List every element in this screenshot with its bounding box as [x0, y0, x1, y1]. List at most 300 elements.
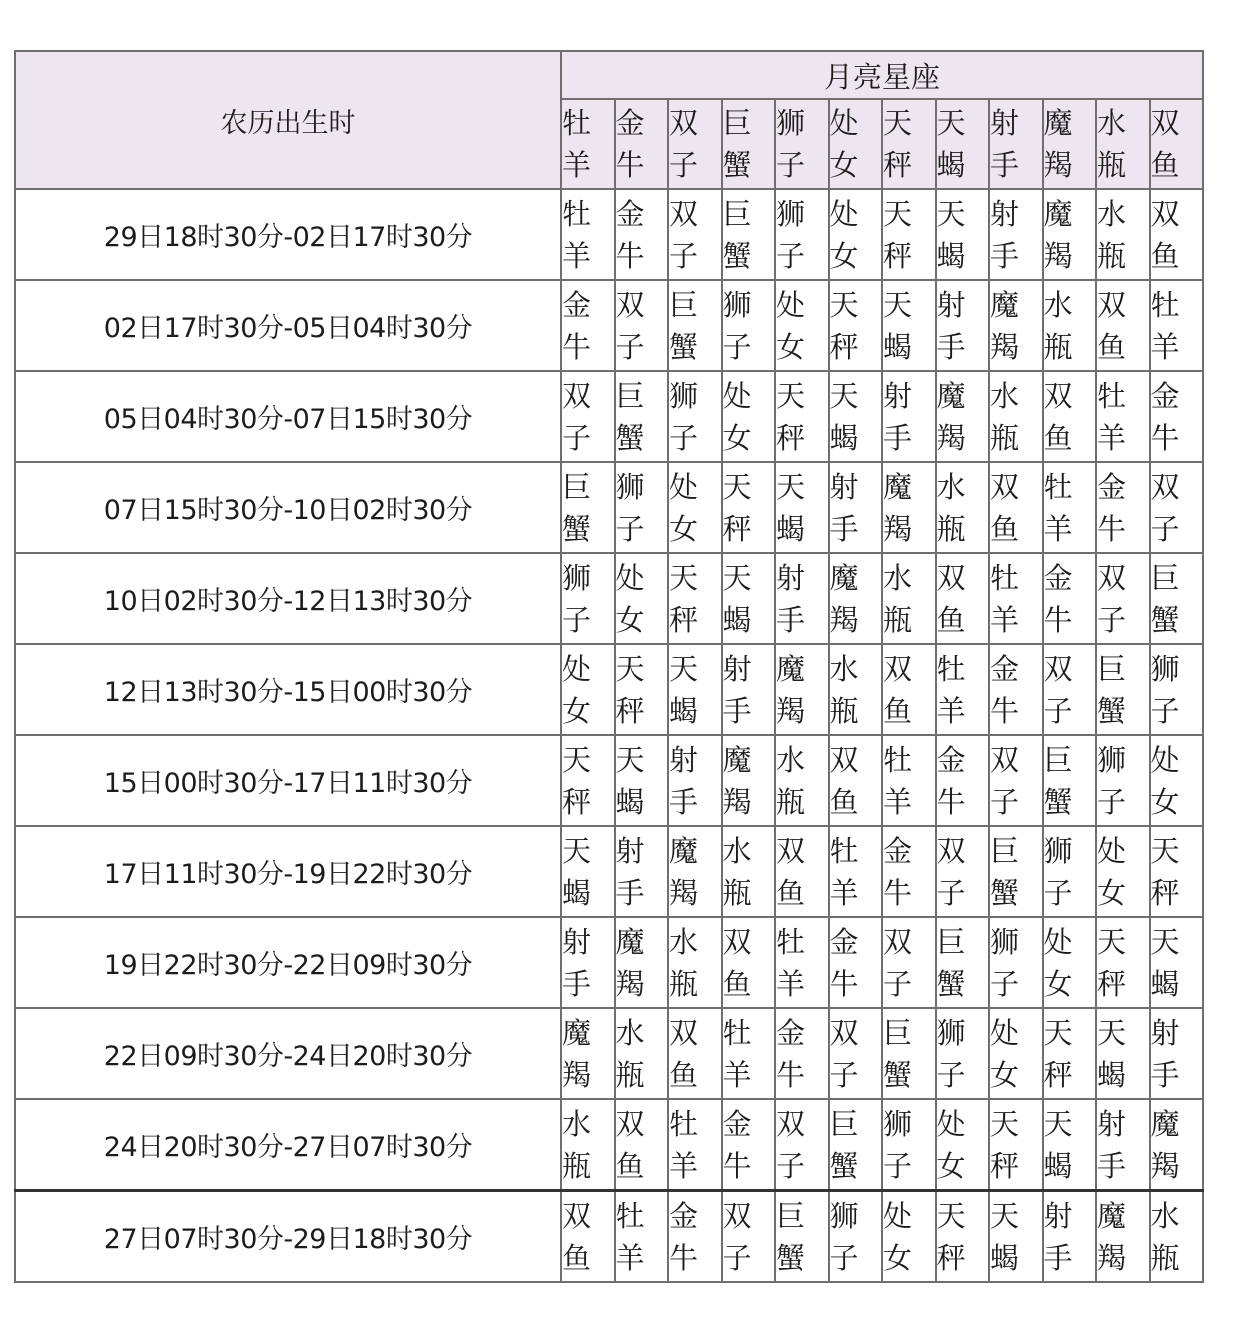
table-row: [15, 826, 1203, 917]
moon-sign-cell: [615, 189, 669, 280]
moon-sign-char: 魔: [722, 742, 752, 777]
moon-sign-char: 羊: [1097, 420, 1127, 455]
moon-sign-char: 牡: [829, 833, 859, 868]
moon-sign-char: 手: [936, 329, 966, 364]
moon-sign-cell: [561, 644, 615, 735]
sign-header-cell: [561, 99, 615, 189]
moon-sign-char: 羯: [1150, 1148, 1180, 1183]
moon-sign-char: 魔: [562, 1015, 592, 1050]
birth-time-range: 02日17时30分-05日04时30分: [15, 280, 561, 371]
table-row: [15, 371, 1203, 462]
moon-sign-cell: [936, 371, 990, 462]
table-row: [15, 1191, 1203, 1283]
moon-sign-char: 水: [936, 469, 966, 504]
moon-sign-char: 手: [1150, 1057, 1180, 1092]
moon-sign-char: 女: [1043, 966, 1073, 1001]
sign-header-cell: [882, 99, 936, 189]
moon-sign-char: 天: [829, 287, 859, 322]
moon-sign-char: 子: [562, 420, 592, 455]
moon-sign-char: 巨: [776, 1198, 806, 1233]
moon-sign-cell: [722, 553, 776, 644]
sign-header-cell: [936, 99, 990, 189]
moon-sign-char: 天: [936, 196, 966, 231]
moon-sign-char: 天: [615, 651, 645, 686]
moon-sign-char: 羯: [562, 1057, 592, 1092]
moon-sign-cell: [1150, 644, 1204, 735]
moon-sign-char: 天: [776, 469, 806, 504]
moon-sign-char: 金: [776, 1015, 806, 1050]
moon-sign-char: 瓶: [936, 511, 966, 546]
moon-sign-char: 子: [1150, 511, 1180, 546]
moon-sign-cell: [936, 280, 990, 371]
moon-sign-char: 牛: [1150, 420, 1180, 455]
moon-sign-char: 水: [883, 560, 913, 595]
birth-time-range: 12日13时30分-15日00时30分: [15, 644, 561, 735]
moon-sign-cell: [615, 1099, 669, 1191]
moon-sign-char: 蟹: [722, 238, 752, 273]
moon-sign-cell: [1096, 826, 1150, 917]
moon-sign-char: 牡: [936, 651, 966, 686]
moon-sign-char: 天: [776, 378, 806, 413]
moon-sign-cell: [1043, 1008, 1097, 1099]
moon-sign-cell: [1150, 371, 1204, 462]
moon-sign-char: 射: [829, 469, 859, 504]
moon-sign-char: 金: [829, 924, 859, 959]
moon-sign-char: 天: [669, 560, 699, 595]
moon-sign-char: 魔: [1097, 1198, 1127, 1233]
moon-sign-char: 蟹: [1150, 602, 1180, 637]
moon-sign-char: 射: [562, 924, 592, 959]
moon-sign-char: 瓶: [669, 966, 699, 1001]
moon-sign-char: 女: [562, 693, 592, 728]
moon-sign-char: 羊: [936, 693, 966, 728]
moon-sign-char: 鱼: [936, 602, 966, 637]
moon-sign-char: 处: [1043, 924, 1073, 959]
moon-sign-cell: [1096, 280, 1150, 371]
sign-header-cell: [615, 99, 669, 189]
moon-sign-char: 子: [669, 420, 699, 455]
moon-sign-cell: [1150, 917, 1204, 1008]
moon-sign-char: 双: [1043, 651, 1073, 686]
moon-sign-char: 狮: [776, 196, 806, 231]
moon-sign-char: 蝎: [722, 602, 752, 637]
moon-sign-char: 手: [615, 875, 645, 910]
moon-sign-cell: [1043, 735, 1097, 826]
moon-sign-cell: [561, 917, 615, 1008]
moon-sign-char: 天: [936, 1198, 966, 1233]
table-row: [15, 280, 1203, 371]
sign-header-cell: [989, 99, 1043, 189]
moon-sign-char: 水: [1097, 196, 1127, 231]
moon-sign-cell: [1043, 1191, 1097, 1283]
moon-sign-cell: [1096, 189, 1150, 280]
moon-sign-char: 蟹: [562, 511, 592, 546]
moon-sign-char: 射: [776, 560, 806, 595]
moon-sign-cell: [615, 462, 669, 553]
moon-sign-char: 魔: [615, 924, 645, 959]
moon-sign-char: 羊: [722, 1057, 752, 1092]
moon-sign-cell: [561, 735, 615, 826]
moon-sign-cell: [668, 553, 722, 644]
moon-sign-char: 蟹: [1097, 693, 1127, 728]
sign-header-char: 子: [776, 148, 806, 182]
moon-sign-cell: [1150, 735, 1204, 826]
moon-sign-cell: [561, 826, 615, 917]
moon-sign-char: 巨: [990, 833, 1020, 868]
moon-sign-char: 鱼: [669, 1057, 699, 1092]
moon-sign-char: 瓶: [1043, 329, 1073, 364]
moon-sign-char: 女: [669, 511, 699, 546]
moon-sign-char: 金: [1043, 560, 1073, 595]
moon-sign-char: 牡: [776, 924, 806, 959]
sign-header-char: 双: [669, 106, 699, 140]
moon-sign-cell: [1150, 826, 1204, 917]
moon-sign-cell: [1043, 917, 1097, 1008]
moon-sign-cell: [668, 1099, 722, 1191]
moon-sign-cell: [936, 1191, 990, 1283]
moon-sign-cell: [1096, 644, 1150, 735]
moon-sign-cell: [561, 1191, 615, 1283]
moon-sign-cell: [882, 1008, 936, 1099]
moon-sign-char: 手: [1097, 1148, 1127, 1183]
moon-sign-char: 牛: [1097, 511, 1127, 546]
moon-sign-cell: [989, 462, 1043, 553]
moon-sign-char: 巨: [722, 196, 752, 231]
moon-sign-char: 处: [1097, 833, 1127, 868]
moon-sign-char: 双: [1097, 560, 1127, 595]
moon-sign-char: 蝎: [1097, 1057, 1127, 1092]
moon-sign-char: 射: [1043, 1198, 1073, 1233]
moon-sign-cell: [829, 917, 883, 1008]
moon-sign-char: 狮: [883, 1106, 913, 1141]
sign-header-cell: [1043, 99, 1097, 189]
moon-sign-char: 射: [669, 742, 699, 777]
moon-sign-char: 水: [1043, 287, 1073, 322]
moon-sign-char: 女: [615, 602, 645, 637]
moon-sign-char: 魔: [990, 287, 1020, 322]
moon-sign-char: 射: [615, 833, 645, 868]
moon-sign-char: 子: [669, 238, 699, 273]
moon-sign-char: 牡: [990, 560, 1020, 595]
moon-sign-char: 射: [1150, 1015, 1180, 1050]
moon-sign-char: 金: [990, 651, 1020, 686]
birth-time-range: 24日20时30分-27日07时30分: [15, 1099, 561, 1191]
moon-sign-cell: [936, 644, 990, 735]
moon-sign-cell: [882, 1191, 936, 1283]
moon-sign-cell: [1096, 1191, 1150, 1283]
sign-header-cell: [1150, 99, 1204, 189]
moon-sign-char: 羯: [669, 875, 699, 910]
moon-sign-cell: [615, 1191, 669, 1283]
moon-sign-char: 巨: [829, 1106, 859, 1141]
table-row: [15, 553, 1203, 644]
moon-sign-char: 处: [562, 651, 592, 686]
moon-sign-cell: [615, 644, 669, 735]
moon-sign-char: 天: [562, 833, 592, 868]
moon-sign-char: 牛: [883, 875, 913, 910]
moon-sign-cell: [722, 826, 776, 917]
moon-sign-cell: [775, 644, 829, 735]
moon-sign-char: 蝎: [776, 511, 806, 546]
moon-sign-char: 处: [776, 287, 806, 322]
moon-sign-char: 天: [722, 560, 752, 595]
moon-sign-char: 巨: [1097, 651, 1127, 686]
moon-sign-cell: [615, 917, 669, 1008]
moon-sign-char: 子: [1097, 784, 1127, 819]
moon-sign-char: 手: [562, 966, 592, 1001]
moon-sign-cell: [989, 371, 1043, 462]
moon-sign-char: 女: [1150, 784, 1180, 819]
table-row: [15, 735, 1203, 826]
moon-sign-char: 牛: [776, 1057, 806, 1092]
sign-header-cell: [775, 99, 829, 189]
moon-sign-cell: [829, 1099, 883, 1191]
moon-sign-char: 牛: [829, 966, 859, 1001]
moon-sign-cell: [989, 826, 1043, 917]
moon-sign-char: 魔: [1043, 196, 1073, 231]
moon-sign-cell: [775, 553, 829, 644]
moon-sign-char: 手: [776, 602, 806, 637]
moon-sign-char: 羯: [722, 784, 752, 819]
moon-sign-cell: [829, 1008, 883, 1099]
moon-sign-char: 双: [669, 196, 699, 231]
moon-sign-cell: [882, 280, 936, 371]
moon-sign-cell: [722, 371, 776, 462]
moon-sign-cell: [722, 280, 776, 371]
moon-sign-cell: [882, 189, 936, 280]
moon-sign-char: 魔: [883, 469, 913, 504]
birth-time-range: 10日02时30分-12日13时30分: [15, 553, 561, 644]
moon-sign-cell: [722, 189, 776, 280]
moon-sign-cell: [882, 917, 936, 1008]
moon-sign-char: 巨: [936, 924, 966, 959]
moon-sign-cell: [775, 371, 829, 462]
moon-sign-cell: [1150, 280, 1204, 371]
moon-sign-cell: [561, 1008, 615, 1099]
moon-sign-char: 子: [829, 1057, 859, 1092]
moon-sign-char: 蝎: [990, 1240, 1020, 1275]
moon-sign-cell: [936, 553, 990, 644]
moon-sign-cell: [775, 735, 829, 826]
moon-sign-char: 射: [936, 287, 966, 322]
moon-sign-char: 天: [829, 378, 859, 413]
sign-header-char: 巨: [722, 106, 752, 140]
moon-sign-char: 蟹: [615, 420, 645, 455]
moon-sign-char: 金: [562, 287, 592, 322]
moon-sign-char: 天: [883, 287, 913, 322]
moon-sign-char: 双: [990, 742, 1020, 777]
sign-header-char: 女: [829, 148, 859, 182]
moon-sign-cell: [1096, 917, 1150, 1008]
moon-sign-char: 牛: [990, 693, 1020, 728]
moon-sign-cell: [829, 826, 883, 917]
moon-sign-cell: [775, 826, 829, 917]
moon-sign-cell: [936, 189, 990, 280]
header-row-top: [15, 51, 1203, 99]
moon-sign-cell: [668, 371, 722, 462]
moon-sign-cell: [722, 1099, 776, 1191]
sign-header-char: 鱼: [1150, 148, 1180, 182]
moon-sign-char: 子: [776, 1148, 806, 1183]
moon-sign-char: 水: [562, 1106, 592, 1141]
moon-sign-char: 处: [936, 1106, 966, 1141]
moon-sign-char: 双: [776, 833, 806, 868]
moon-sign-cell: [829, 735, 883, 826]
moon-sign-char: 蝎: [615, 784, 645, 819]
moon-sign-char: 牡: [615, 1198, 645, 1233]
moon-sign-char: 水: [990, 378, 1020, 413]
moon-sign-char: 双: [615, 1106, 645, 1141]
moon-sign-cell: [829, 189, 883, 280]
moon-sign-cell: [668, 1008, 722, 1099]
moon-sign-cell: [829, 553, 883, 644]
moon-sign-char: 子: [1097, 602, 1127, 637]
moon-sign-char: 羊: [669, 1148, 699, 1183]
moon-sign-char: 魔: [776, 651, 806, 686]
moon-sign-cell: [722, 644, 776, 735]
moon-sign-char: 巨: [615, 378, 645, 413]
moon-sign-char: 处: [669, 469, 699, 504]
moon-sign-char: 处: [1150, 742, 1180, 777]
moon-sign-char: 双: [1150, 196, 1180, 231]
moon-sign-char: 蟹: [669, 329, 699, 364]
moon-sign-cell: [989, 917, 1043, 1008]
moon-sign-cell: [722, 735, 776, 826]
moon-sign-cell: [1043, 644, 1097, 735]
moon-sign-char: 蝎: [1150, 966, 1180, 1001]
moon-sign-char: 羯: [776, 693, 806, 728]
sign-header-char: 射: [990, 106, 1020, 140]
moon-sign-char: 女: [722, 420, 752, 455]
moon-sign-char: 水: [615, 1015, 645, 1050]
moon-sign-char: 水: [669, 924, 699, 959]
moon-sign-cell: [561, 371, 615, 462]
moon-sign-char: 天: [1043, 1015, 1073, 1050]
moon-sign-char: 子: [562, 602, 592, 637]
moon-sign-cell: [882, 462, 936, 553]
moon-sign-cell: [615, 1008, 669, 1099]
moon-sign-char: 子: [936, 875, 966, 910]
sign-header-cell: [722, 99, 776, 189]
moon-sign-char: 秤: [1150, 875, 1180, 910]
moon-sign-cell: [989, 553, 1043, 644]
moon-sign-char: 秤: [883, 238, 913, 273]
moon-sign-char: 狮: [936, 1015, 966, 1050]
moon-sign-cell: [1096, 1008, 1150, 1099]
birth-time-range: 27日07时30分-29日18时30分: [15, 1191, 561, 1283]
moon-sign-char: 双: [1043, 378, 1073, 413]
moon-sign-char: 双: [562, 1198, 592, 1233]
moon-sign-char: 秤: [615, 693, 645, 728]
moon-sign-cell: [615, 826, 669, 917]
sign-header-char: 处: [829, 106, 859, 140]
moon-sign-char: 双: [562, 378, 592, 413]
moon-sign-char: 牡: [722, 1015, 752, 1050]
moon-sign-char: 羯: [936, 420, 966, 455]
moon-sign-char: 子: [883, 1148, 913, 1183]
moon-sign-char: 羊: [829, 875, 859, 910]
moon-sign-cell: [561, 462, 615, 553]
moon-sign-cell: [989, 1099, 1043, 1191]
moon-sign-char: 狮: [829, 1198, 859, 1233]
moon-sign-char: 羊: [1043, 511, 1073, 546]
moon-sign-char: 羊: [615, 1240, 645, 1275]
moon-sign-char: 双: [722, 1198, 752, 1233]
moon-sign-char: 双: [883, 924, 913, 959]
moon-sign-char: 手: [1043, 1240, 1073, 1275]
moon-sign-char: 射: [722, 651, 752, 686]
moon-sign-char: 羯: [829, 602, 859, 637]
moon-sign-char: 鱼: [829, 784, 859, 819]
moon-sign-char: 子: [776, 238, 806, 273]
birth-time-range: 19日22时30分-22日09时30分: [15, 917, 561, 1008]
moon-sign-char: 女: [936, 1148, 966, 1183]
moon-sign-char: 子: [1150, 693, 1180, 728]
moon-sign-char: 狮: [562, 560, 592, 595]
moon-sign-char: 羊: [562, 238, 592, 273]
date-column-header: 农历出生时: [15, 51, 561, 189]
moon-sign-cell: [829, 644, 883, 735]
table-row: [15, 644, 1203, 735]
moon-sign-char: 魔: [829, 560, 859, 595]
moon-sign-char: 双: [669, 1015, 699, 1050]
moon-sign-char: 水: [829, 651, 859, 686]
moon-sign-char: 处: [990, 1015, 1020, 1050]
moon-sign-char: 射: [990, 196, 1020, 231]
moon-sign-char: 牛: [669, 1240, 699, 1275]
moon-sign-char: 金: [1097, 469, 1127, 504]
moon-sign-cell: [989, 644, 1043, 735]
moon-sign-cell: [936, 1099, 990, 1191]
moon-sign-char: 秤: [1097, 966, 1127, 1001]
moon-sign-char: 双: [829, 1015, 859, 1050]
moon-sign-char: 射: [883, 378, 913, 413]
moon-sign-char: 天: [1097, 924, 1127, 959]
moon-sign-cell: [1150, 1008, 1204, 1099]
moon-sign-char: 鱼: [722, 966, 752, 1001]
moon-sign-char: 女: [1097, 875, 1127, 910]
moon-sign-cell: [775, 462, 829, 553]
moon-sign-char: 子: [722, 329, 752, 364]
sign-header-char: 子: [669, 148, 699, 182]
moon-sign-char: 子: [990, 966, 1020, 1001]
moon-sign-char: 蝎: [1043, 1148, 1073, 1183]
moon-sign-cell: [829, 371, 883, 462]
moon-sign-char: 手: [829, 511, 859, 546]
moon-sign-char: 金: [883, 833, 913, 868]
moon-sign-cell: [829, 280, 883, 371]
moon-sign-cell: [775, 189, 829, 280]
moon-sign-cell: [829, 1191, 883, 1283]
moon-sign-char: 羊: [883, 784, 913, 819]
moon-sign-char: 鱼: [1097, 329, 1127, 364]
moon-sign-char: 天: [990, 1198, 1020, 1233]
moon-sign-char: 天: [883, 196, 913, 231]
sign-header-cell: [668, 99, 722, 189]
sign-header-char: 蟹: [722, 148, 752, 182]
moon-sign-char: 水: [1150, 1198, 1180, 1233]
moon-sign-cell: [561, 280, 615, 371]
moon-sign-char: 双: [722, 924, 752, 959]
moon-sign-char: 瓶: [776, 784, 806, 819]
moon-sign-char: 子: [883, 966, 913, 1001]
moon-sign-cell: [615, 371, 669, 462]
moon-sign-char: 瓶: [990, 420, 1020, 455]
moon-sign-cell: [1096, 371, 1150, 462]
moon-sign-cell: [668, 735, 722, 826]
moon-sign-char: 处: [883, 1198, 913, 1233]
sign-header-char: 羯: [1043, 148, 1073, 182]
